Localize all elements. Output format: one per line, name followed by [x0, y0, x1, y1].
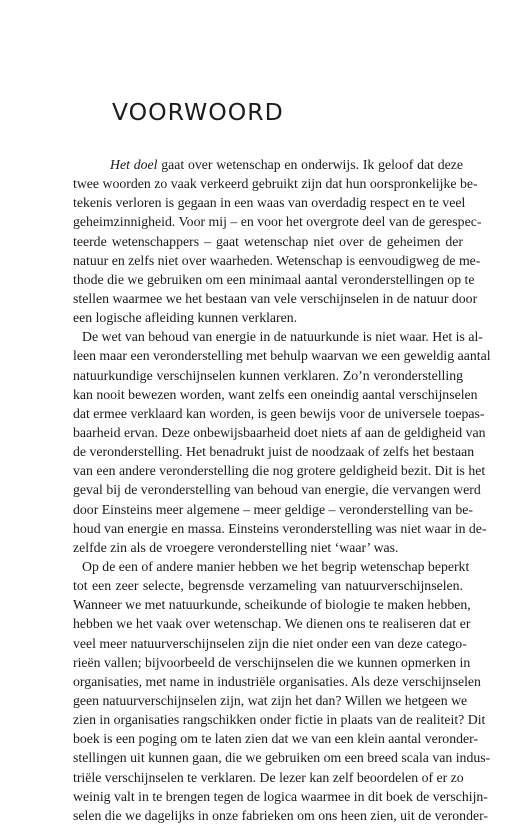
text-line: thode die we gebruiken om een minimaal aantal veronderstellingen op te — [73, 271, 475, 287]
text-line: selen die we dagelijks in onze fabrieken om ons heen zien, uit de veronder- — [73, 807, 489, 823]
text-line: de veronderstelling. Het benadrukt juist de noodzaak of zelfs het bestaan — [73, 444, 475, 460]
text-line: geval bij de veronderstelling van behoud van energie, die vervangen werd — [73, 482, 481, 498]
text-line: triële verschijnselen te verklaren. De lezer kan zelf beoordelen of er zo — [73, 769, 464, 785]
text-line: zelfde zin als de vroegere veronderstelling niet ‘waar’ was. — [73, 539, 399, 555]
text-line: twee woorden zo vaak verkeerd gebruikt zijn dat hun oorspronkelijke be- — [73, 176, 478, 192]
text-line: leen maar een veronderstelling met behulp waarvan we een geweldig aantal — [73, 348, 491, 364]
text-line: zien in organisaties rangschikken onder fictie in plaats van de realiteit? Dit — [73, 712, 486, 728]
paragraph — [73, 155, 482, 327]
text-line: natuur en zelfs niet over waarheden. Wetenschap is eenvoudigweg de me- — [73, 252, 481, 268]
text-line: tot een zeer selecte, begrensde verzameling van natuurverschijnselen. — [73, 578, 463, 594]
text-line: geen natuurverschijnselen zijn, wat zijn het dan? Willen we hetgeen we — [73, 692, 468, 708]
body-text — [73, 155, 491, 825]
book-title-emphasis: Het doel — [110, 157, 158, 172]
text-line: organisaties, met name in industriële organisaties. Als deze verschijnselen — [73, 673, 481, 689]
text-line: tekenis verloren is gegaan in een waas van overdadig respect en te veel — [73, 195, 466, 211]
text-line: dat ermee verklaard kan worden, is geen bewijs voor de universele toepas- — [73, 405, 485, 421]
text-line: baarheid ervan. Deze onbewijsbaarheid doet niets af aan de geldigheid van — [73, 424, 486, 440]
text-line: De wet van behoud van energie in de natuurkunde is niet waar. Het is al- — [82, 329, 483, 345]
text-line: natuurkundige verschijnselen kunnen verklaren. Zo’n veronderstelling — [73, 367, 463, 383]
text-line: stellen waarmee we het bestaan van vele verschijnselen in de natuur door — [73, 290, 478, 306]
text-line: weinig valt in te brengen tegen de logica waarmee in dit boek de verschijn- — [73, 788, 488, 804]
text-line: Op de een of andere manier hebben we het begrip wetenschap beperkt — [82, 558, 470, 574]
text-line: houd van energie en massa. Einsteins veronderstelling was niet waar in de- — [73, 520, 487, 536]
paragraph — [73, 327, 491, 557]
text-line: van een andere veronderstelling die nog grotere geldigheid bezit. Dit is het — [73, 463, 486, 479]
text-line: door Einsteins meer algemene – meer geldige – veronderstelling van be- — [73, 501, 473, 517]
text-line: boek is een poging om te laten zien dat we van een klein aantal veronder- — [73, 731, 479, 747]
text-line: kan nooit bewezen worden, want zelfs een oneindig aantal verschijnselen — [73, 386, 478, 402]
text-line: geheimzinnigheid. Voor mij – en voor het overgrote deel van de gerespec- — [73, 214, 482, 230]
text-line: hebben we het vaak over wetenschap. We dienen ons te realiseren dat er — [73, 616, 471, 632]
text-line: rieën vallen; bijvoorbeeld de verschijnselen die we kunnen opmerken in — [73, 654, 471, 670]
text-line: Het doel gaat over wetenschap en onderwijs. Ik geloof dat deze — [110, 157, 463, 172]
chapter-heading: VOORWOORD — [112, 98, 284, 126]
text-line: een logische afleiding kunnen verklaren. — [73, 310, 298, 326]
text-line: veel meer natuurverschijnselen zijn die niet onder een van deze catego- — [73, 635, 467, 651]
text-line: stellingen uit kunnen gaan, die we gebruiken om een breed scala van indus- — [73, 750, 491, 766]
paragraph — [73, 557, 491, 825]
text-line: Wanneer we met natuurkunde, scheikunde of biologie te maken hebben, — [73, 597, 471, 613]
text-line: teerde wetenschappers – gaat wetenschap niet over de geheimen der — [73, 233, 463, 249]
